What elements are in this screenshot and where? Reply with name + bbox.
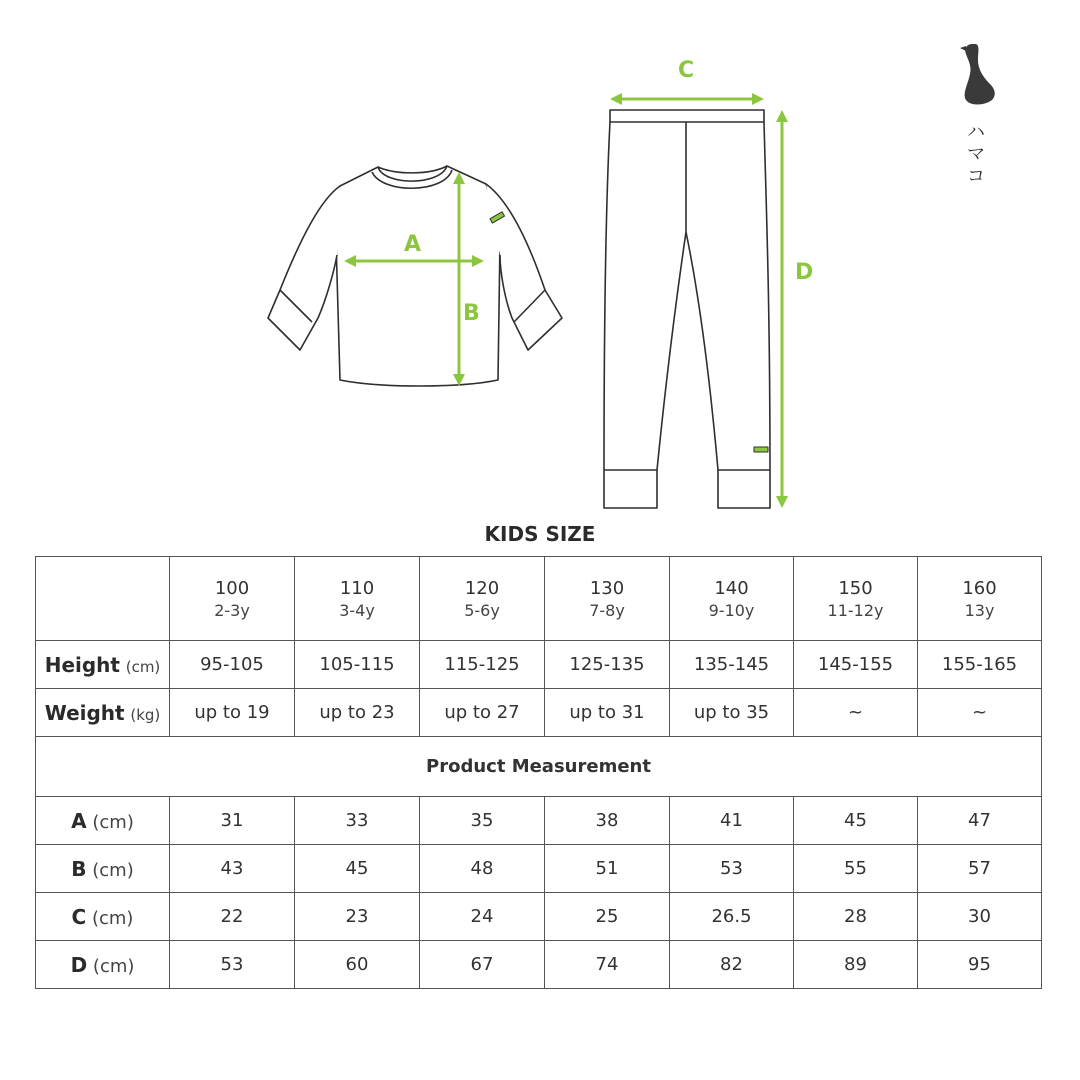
table-cell: 125-135: [545, 641, 670, 689]
table-cell: 145-155: [794, 641, 918, 689]
table-cell: 89: [794, 941, 918, 989]
table-cell: up to 23: [295, 689, 420, 737]
table-cell: 45: [794, 797, 918, 845]
table-cell: 60: [295, 941, 420, 989]
section-row: [36, 737, 1042, 797]
label-b: B: [463, 301, 480, 326]
table-cell: 25: [545, 893, 670, 941]
size-number: 140: [714, 577, 749, 599]
corner-cell: [36, 557, 170, 641]
row-label: [36, 641, 170, 689]
table-cell: up to 27: [420, 689, 545, 737]
size-number: 130: [589, 577, 625, 599]
row-unit: (cm): [92, 811, 134, 833]
table-cell: 57: [918, 845, 1042, 893]
table-cell: 33: [295, 797, 420, 845]
size-table: [35, 556, 1042, 989]
size-cell: [295, 557, 420, 641]
table-cell: 115-125: [420, 641, 545, 689]
table-cell: 22: [170, 893, 295, 941]
size-age: 2-3y: [214, 600, 250, 620]
table-cell: 53: [670, 845, 794, 893]
size-cell: [420, 557, 545, 641]
table-cell: 35: [420, 797, 545, 845]
table-cell: 135-145: [670, 641, 794, 689]
size-number: 100: [214, 577, 250, 599]
table-cell: 48: [420, 845, 545, 893]
table-cell: 28: [794, 893, 918, 941]
table-cell: ~: [918, 689, 1042, 737]
row-name: B: [71, 856, 87, 881]
shirt-illustration: [268, 166, 562, 386]
row-label: [36, 893, 170, 941]
row-unit: (cm): [125, 657, 161, 676]
table-cell: 31: [170, 797, 295, 845]
row-name: Weight: [44, 700, 125, 725]
size-age: 3-4y: [339, 600, 375, 620]
size-age: 7-8y: [589, 600, 625, 620]
brand-char-2: マ: [967, 144, 985, 165]
table-cell: 95-105: [170, 641, 295, 689]
row-label: [36, 941, 170, 989]
row-name: C: [71, 904, 87, 929]
measure-row-c: [36, 893, 1042, 941]
goose-icon: [960, 44, 995, 105]
brand-char-3: コ: [967, 166, 985, 187]
row-label: [36, 797, 170, 845]
measure-row-d: [36, 941, 1042, 989]
weight-row: [36, 689, 1042, 737]
table-cell: 41: [670, 797, 794, 845]
section-title: Product Measurement: [36, 737, 1042, 797]
table-cell: ~: [794, 689, 918, 737]
table-cell: 105-115: [295, 641, 420, 689]
row-name: D: [70, 952, 88, 977]
size-header-row: [36, 557, 1042, 641]
size-cell: [545, 557, 670, 641]
row-label: [36, 689, 170, 737]
size-number: 160: [962, 577, 997, 599]
size-age: 9-10y: [708, 600, 755, 620]
size-age: 13y: [964, 600, 995, 620]
size-number: 110: [339, 577, 375, 599]
label-c: C: [678, 58, 695, 83]
table-cell: 38: [545, 797, 670, 845]
pants-illustration: [604, 110, 770, 508]
size-cell: [794, 557, 918, 641]
table-cell: 67: [420, 941, 545, 989]
height-row: [36, 641, 1042, 689]
table-cell: 82: [670, 941, 794, 989]
table-cell: 95: [918, 941, 1042, 989]
table-cell: 24: [420, 893, 545, 941]
size-age: 5-6y: [464, 600, 500, 620]
table-cell: 74: [545, 941, 670, 989]
size-cell: [918, 557, 1042, 641]
table-cell: 23: [295, 893, 420, 941]
table-title: KIDS SIZE: [484, 522, 596, 546]
table-cell: 53: [170, 941, 295, 989]
table-cell: 26.5: [670, 893, 794, 941]
table-cell: 51: [545, 845, 670, 893]
row-unit: (cm): [92, 859, 134, 881]
row-unit: (cm): [91, 907, 134, 929]
size-cell: [170, 557, 295, 641]
measure-row-a: [36, 797, 1042, 845]
label-a: A: [404, 232, 422, 257]
table-cell: 47: [918, 797, 1042, 845]
garment-diagram: [0, 0, 1080, 520]
table-cell: up to 19: [170, 689, 295, 737]
row-name: A: [71, 808, 87, 833]
size-number: 120: [464, 577, 500, 599]
label-d: D: [795, 260, 814, 285]
table-cell: 155-165: [918, 641, 1042, 689]
brand-char-1: ハ: [967, 122, 985, 143]
row-unit: (cm): [92, 955, 135, 977]
row-unit: (kg): [130, 705, 161, 724]
table-cell: up to 35: [670, 689, 794, 737]
table-cell: 43: [170, 845, 295, 893]
table-cell: 30: [918, 893, 1042, 941]
row-name: Height: [44, 652, 120, 677]
size-cell: [670, 557, 794, 641]
size-age: 11-12y: [827, 600, 884, 620]
size-number: 150: [838, 577, 873, 599]
row-label: [36, 845, 170, 893]
table-cell: 45: [295, 845, 420, 893]
table-cell: up to 31: [545, 689, 670, 737]
measure-row-b: [36, 845, 1042, 893]
table-cell: 55: [794, 845, 918, 893]
